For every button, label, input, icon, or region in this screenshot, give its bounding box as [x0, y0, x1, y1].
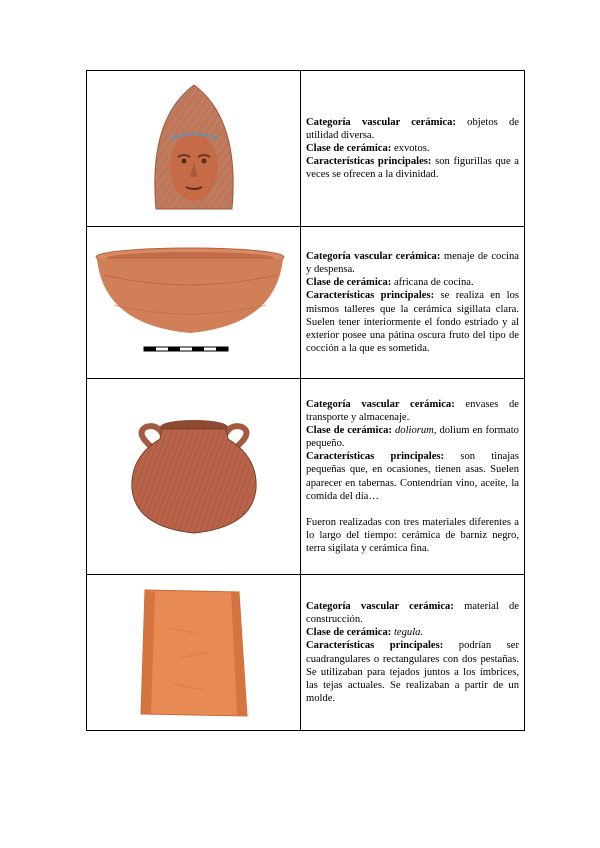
characteristics-line: Características principales: se realiza en los mismos talleres que la cerámica sigillata clara. Suelen tener interiormente el fondo estriado y al exterior posee una pátina oscura fruto del tipo de cocción a la que es sometida. [306, 290, 519, 354]
characteristics-line: Características principales: podrían ser cuadrangulares o rectangulares con dos pestañas. Se utilizaban para tejados juntos a los ímbrices, las tejas actuales. Se realizaban a partir de un molde. [306, 640, 519, 704]
description-cell [301, 227, 525, 379]
scale-bar [144, 347, 228, 351]
tegula-roof-tile-icon [139, 588, 249, 718]
class-line: Clase de cerámica: tegula. [306, 627, 424, 639]
description-cell [301, 379, 525, 575]
class-line: Clase de cerámica: doliorum, dolium en formato pequeño. [306, 425, 519, 450]
table-row [87, 227, 525, 379]
african-cooking-bowl-icon [94, 245, 294, 360]
characteristics-line: Características principales: son figurillas que a veces se ofrecen a la divinidad. [306, 156, 519, 181]
ceramics-table [86, 70, 525, 731]
terracotta-votive-mask-icon [144, 79, 244, 219]
image-cell [87, 575, 301, 731]
category-line: Categoría vascular cerámica: menaje de cocina y despensa. [306, 251, 519, 276]
image-cell [87, 71, 301, 227]
doliolum-jar-icon [124, 417, 264, 537]
description-cell [301, 575, 525, 731]
category-line: Categoría vascular cerámica: envases de transporte y almacenaje. [306, 398, 519, 424]
characteristics-line: Características principales: son tinajas pequeñas que, en ocasiones, tienen asas. Suelen aparecer en tabernas. Contendrían vino, aceite, la comida del día… [306, 451, 519, 502]
category-line: Categoría vascular cerámica: material de construcción. [306, 601, 519, 626]
class-line: Clase de cerámica: africana de cocina. [306, 277, 474, 289]
class-line: Clase de cerámica: exvotos. [306, 142, 430, 154]
extra-note: Fueron realizadas con tres materiales diferentes a lo largo del tiempo: cerámica de barniz negro, terra sigilata y cerámica fina. [306, 516, 519, 554]
category-line: Categoría vascular cerámica: objetos de utilidad diversa. [306, 116, 519, 141]
image-cell [87, 379, 301, 575]
table-row [87, 71, 525, 227]
table-row [87, 575, 525, 731]
image-cell [87, 227, 301, 379]
table-row [87, 379, 525, 575]
description-cell [301, 71, 525, 227]
